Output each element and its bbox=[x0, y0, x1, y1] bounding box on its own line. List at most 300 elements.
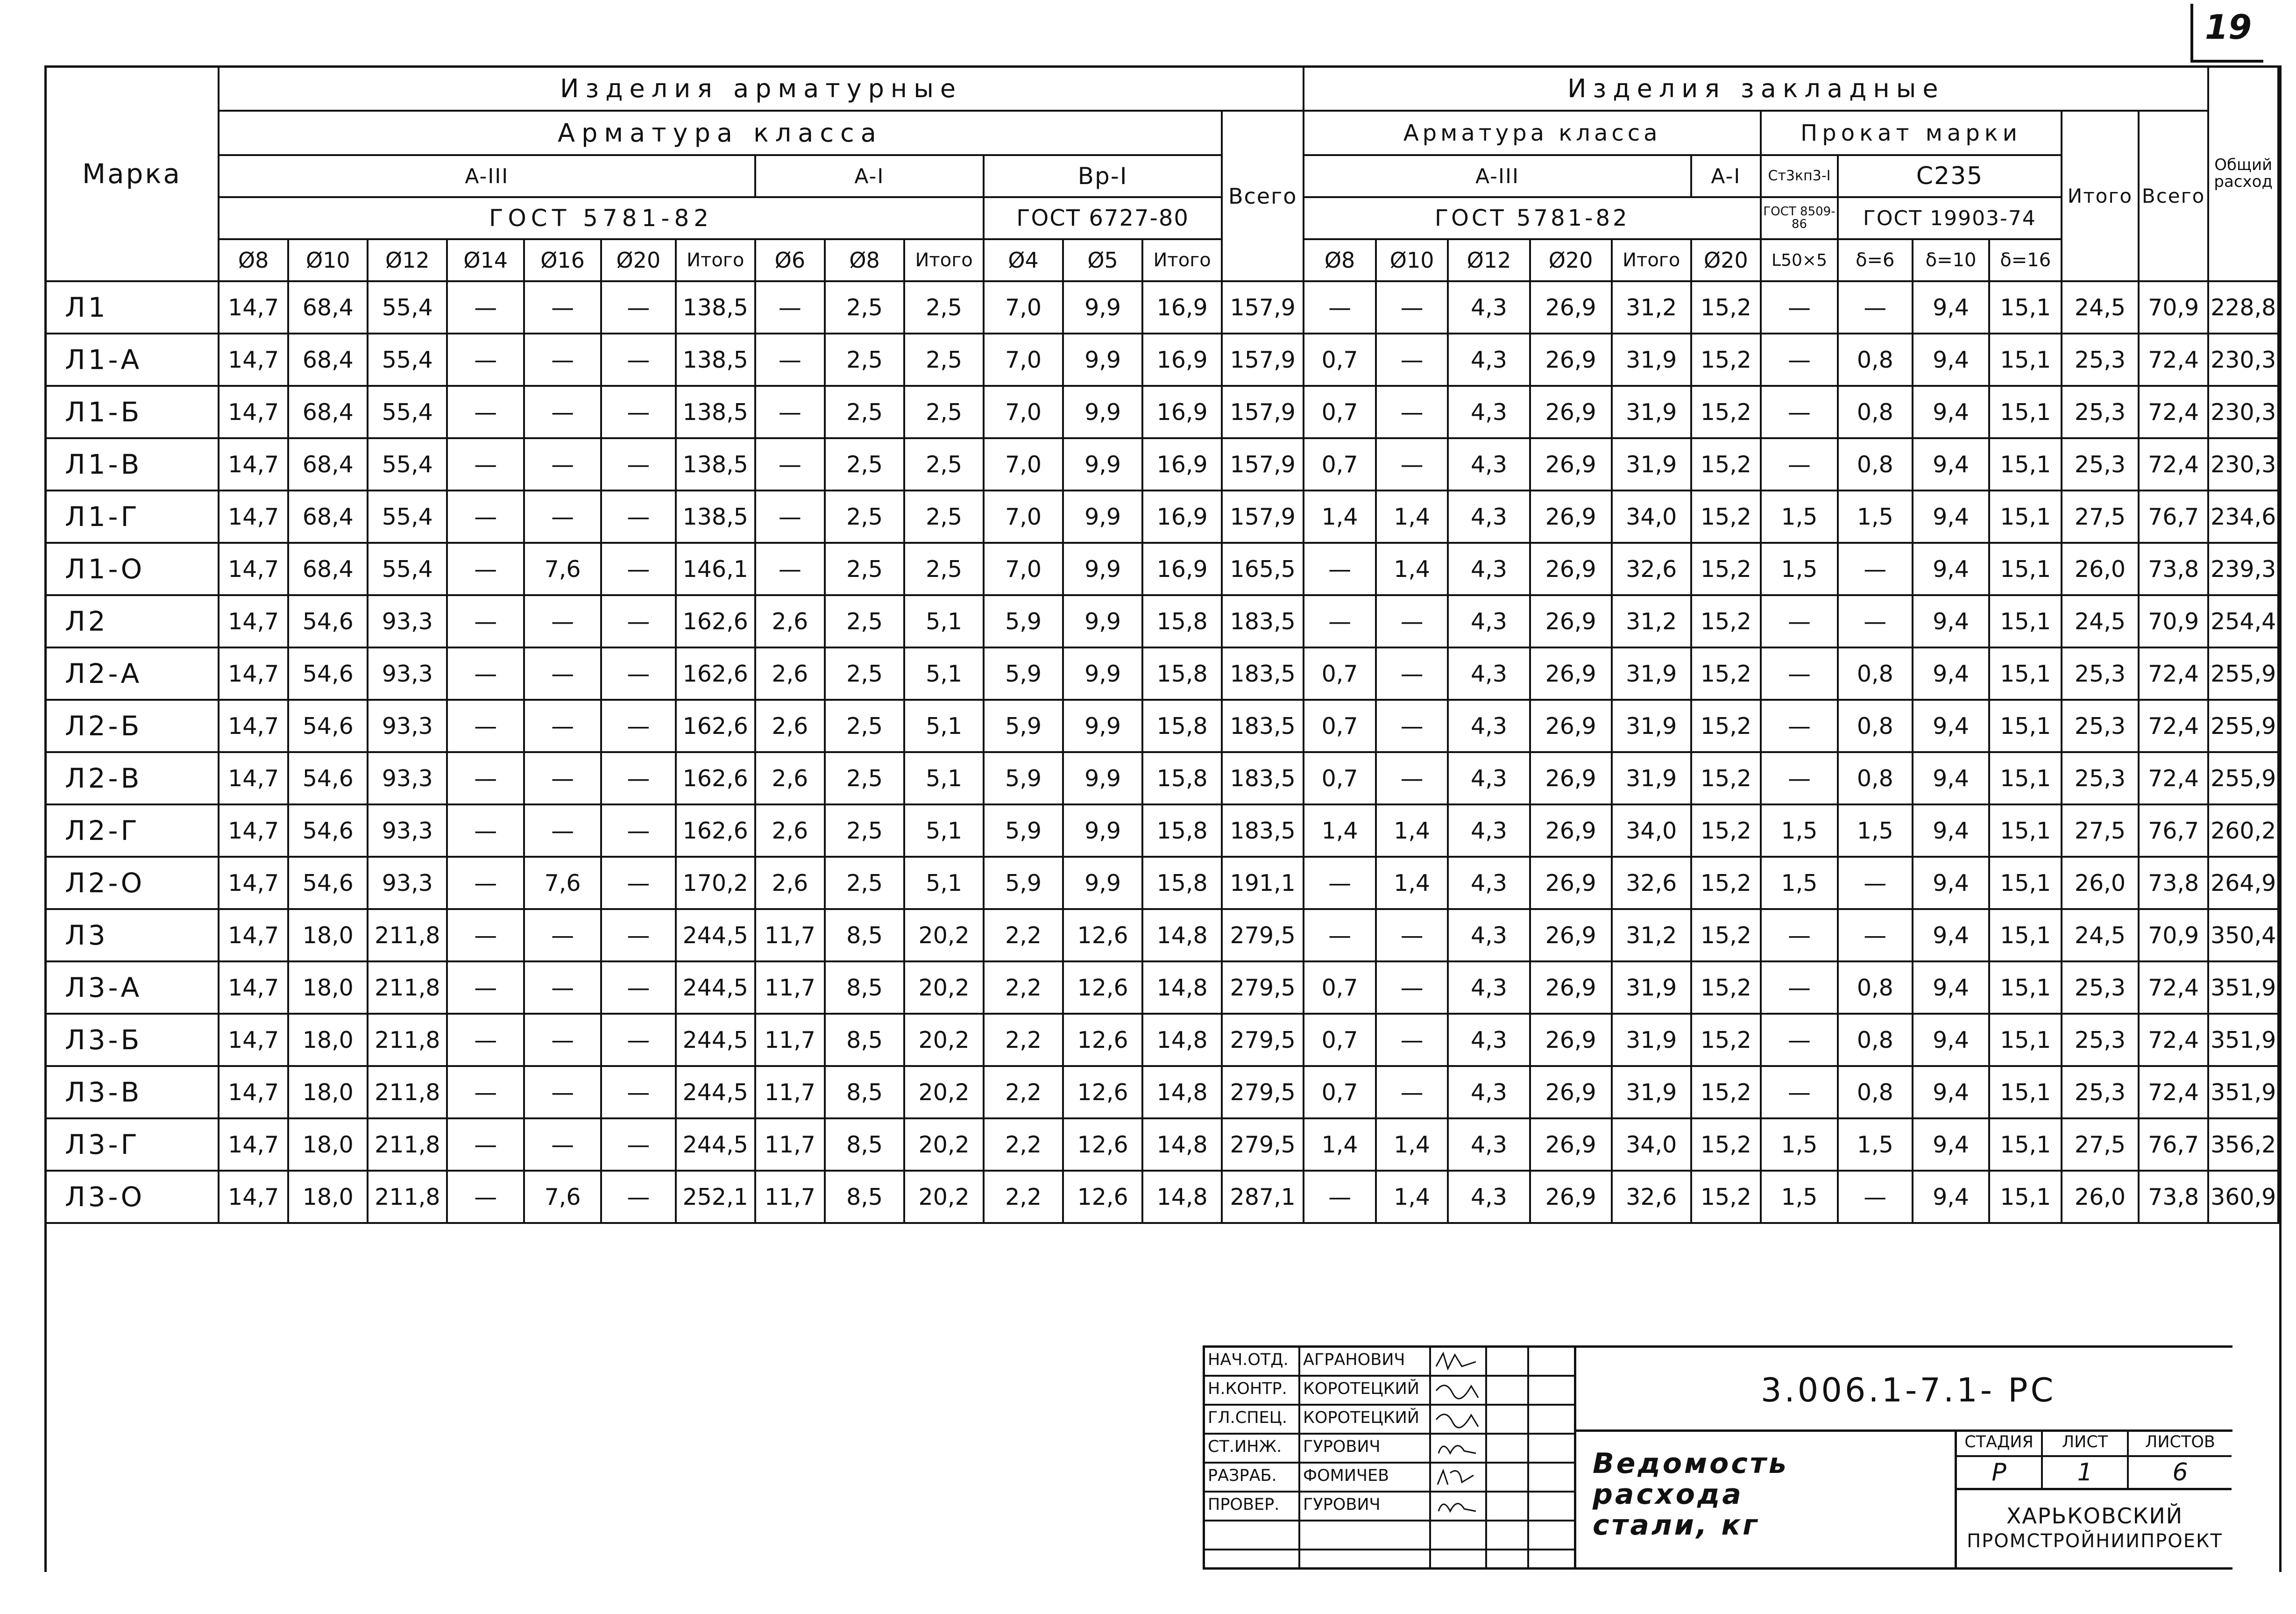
value-cell: 14,7 bbox=[219, 1171, 288, 1223]
value-cell: 0,7 bbox=[1304, 700, 1376, 752]
mark-cell: Л3-В bbox=[45, 1066, 219, 1118]
value-cell: 351,9 bbox=[2208, 961, 2278, 1014]
value-cell: — bbox=[1761, 386, 1838, 438]
value-cell: 7,0 bbox=[984, 543, 1063, 595]
value-cell: 244,5 bbox=[676, 1066, 755, 1118]
value-cell: — bbox=[1376, 752, 1448, 804]
value-cell: — bbox=[524, 1118, 601, 1171]
value-cell: 11,7 bbox=[755, 1118, 825, 1171]
value-cell: 76,7 bbox=[2139, 804, 2209, 857]
value-cell: 15,1 bbox=[1989, 595, 2062, 647]
value-cell: — bbox=[524, 1014, 601, 1066]
value-cell: — bbox=[1761, 647, 1838, 700]
value-cell: 183,5 bbox=[1222, 595, 1304, 647]
value-cell: 9,4 bbox=[1913, 1171, 1990, 1223]
value-cell: 54,6 bbox=[288, 804, 368, 857]
value-cell: 2,5 bbox=[825, 281, 904, 334]
value-cell: — bbox=[1304, 543, 1376, 595]
mark-cell: Л2 bbox=[45, 595, 219, 647]
mark-cell: Л1-Б bbox=[45, 386, 219, 438]
value-cell: 5,9 bbox=[984, 752, 1063, 804]
value-cell: 2,5 bbox=[904, 386, 984, 438]
value-cell: 31,2 bbox=[1612, 595, 1691, 647]
value-cell: 11,7 bbox=[755, 961, 825, 1014]
value-cell: — bbox=[1376, 595, 1448, 647]
value-cell: 14,8 bbox=[1142, 1171, 1222, 1223]
diam-header: Ø14 bbox=[447, 239, 524, 281]
value-cell: 73,8 bbox=[2139, 857, 2209, 909]
mark-cell: Л1-В bbox=[45, 438, 219, 491]
mark-cell: Л2-О bbox=[45, 857, 219, 909]
value-cell: 15,1 bbox=[1989, 1014, 2062, 1066]
value-cell: 14,7 bbox=[219, 386, 288, 438]
value-cell: 31,9 bbox=[1612, 1066, 1691, 1118]
value-cell: — bbox=[1376, 281, 1448, 334]
document-title: Ведомость расхода стали, кг bbox=[1593, 1447, 1789, 1542]
signature-mark bbox=[1434, 1406, 1481, 1433]
diam-header: Ø10 bbox=[1376, 239, 1448, 281]
mark-cell: Л2-Г bbox=[45, 804, 219, 857]
value-cell: 183,5 bbox=[1222, 752, 1304, 804]
embedded-gost-5781-header: ГОСТ 5781-82 bbox=[1304, 197, 1761, 239]
value-cell: 9,9 bbox=[1063, 804, 1142, 857]
value-cell: — bbox=[524, 700, 601, 752]
value-cell: 55,4 bbox=[368, 491, 447, 543]
value-cell: 138,5 bbox=[676, 438, 755, 491]
value-cell: — bbox=[1376, 961, 1448, 1014]
value-cell: 70,9 bbox=[2139, 595, 2209, 647]
value-cell: — bbox=[447, 647, 524, 700]
value-cell: 55,4 bbox=[368, 438, 447, 491]
value-cell: — bbox=[447, 491, 524, 543]
value-cell: — bbox=[601, 543, 676, 595]
value-cell: 24,5 bbox=[2062, 909, 2139, 961]
value-cell: 9,4 bbox=[1913, 1014, 1990, 1066]
value-cell: 2,5 bbox=[825, 752, 904, 804]
value-cell: — bbox=[601, 1014, 676, 1066]
person-name: ГУРОВИЧ bbox=[1303, 1437, 1381, 1456]
value-cell: — bbox=[524, 595, 601, 647]
value-cell: 14,7 bbox=[219, 752, 288, 804]
value-cell: 31,9 bbox=[1612, 334, 1691, 386]
value-cell: 7,0 bbox=[984, 438, 1063, 491]
value-cell: 360,9 bbox=[2208, 1171, 2278, 1223]
value-cell: 70,9 bbox=[2139, 281, 2209, 334]
value-cell: 27,5 bbox=[2062, 1118, 2139, 1171]
value-cell: 72,4 bbox=[2139, 961, 2209, 1014]
value-cell: 16,9 bbox=[1142, 281, 1222, 334]
value-cell: — bbox=[601, 961, 676, 1014]
value-cell: — bbox=[601, 647, 676, 700]
value-cell: 162,6 bbox=[676, 804, 755, 857]
value-cell: — bbox=[447, 1118, 524, 1171]
total-consumption-header: Общий расход bbox=[2208, 66, 2278, 281]
value-cell: 9,9 bbox=[1063, 491, 1142, 543]
value-cell: 279,5 bbox=[1222, 1014, 1304, 1066]
value-cell: 5,9 bbox=[984, 700, 1063, 752]
value-cell: 2,5 bbox=[904, 491, 984, 543]
table-row bbox=[45, 804, 2278, 857]
value-cell: — bbox=[524, 804, 601, 857]
mark-cell: Л3-Б bbox=[45, 1014, 219, 1066]
value-cell: 12,6 bbox=[1063, 909, 1142, 961]
value-cell: — bbox=[755, 281, 825, 334]
value-cell: 15,1 bbox=[1989, 543, 2062, 595]
value-cell: 162,6 bbox=[676, 752, 755, 804]
value-cell: 8,5 bbox=[825, 1014, 904, 1066]
divider bbox=[1298, 1348, 1300, 1567]
value-cell: 7,0 bbox=[984, 386, 1063, 438]
person-name: КОРОТЕЦКИЙ bbox=[1303, 1408, 1419, 1427]
value-cell: 2,5 bbox=[825, 647, 904, 700]
value-cell: — bbox=[1376, 647, 1448, 700]
value-cell: 12,6 bbox=[1063, 1118, 1142, 1171]
value-cell: 234,6 bbox=[2208, 491, 2278, 543]
value-cell: 5,9 bbox=[984, 647, 1063, 700]
value-cell: 9,9 bbox=[1063, 647, 1142, 700]
value-cell: 15,2 bbox=[1691, 1118, 1761, 1171]
organization-box bbox=[1955, 1490, 2232, 1567]
value-cell: 1,5 bbox=[1838, 804, 1913, 857]
value-cell: 228,8 bbox=[2208, 281, 2278, 334]
value-cell: 20,2 bbox=[904, 1171, 984, 1223]
value-cell: 7,6 bbox=[524, 543, 601, 595]
value-cell: 2,5 bbox=[904, 334, 984, 386]
value-cell: 14,7 bbox=[219, 595, 288, 647]
value-cell: 31,9 bbox=[1612, 647, 1691, 700]
value-cell: 15,1 bbox=[1989, 438, 2062, 491]
value-cell: — bbox=[447, 595, 524, 647]
value-cell: — bbox=[1304, 857, 1376, 909]
signature-row-empty bbox=[1205, 1522, 1574, 1550]
value-cell: 15,1 bbox=[1989, 752, 2062, 804]
value-cell: 11,7 bbox=[755, 1171, 825, 1223]
value-cell: 14,8 bbox=[1142, 1066, 1222, 1118]
value-cell: 138,5 bbox=[676, 281, 755, 334]
value-cell: 4,3 bbox=[1448, 857, 1530, 909]
value-cell: — bbox=[1376, 909, 1448, 961]
value-cell: 15,2 bbox=[1691, 386, 1761, 438]
value-cell: 26,9 bbox=[1530, 438, 1612, 491]
value-cell: — bbox=[447, 804, 524, 857]
value-cell: 15,2 bbox=[1691, 334, 1761, 386]
value-cell: 25,3 bbox=[2062, 334, 2139, 386]
value-cell: 31,9 bbox=[1612, 752, 1691, 804]
value-cell: 2,2 bbox=[984, 1171, 1063, 1223]
person-name: ГУРОВИЧ bbox=[1303, 1495, 1381, 1514]
value-cell: 32,6 bbox=[1612, 857, 1691, 909]
value-cell: 72,4 bbox=[2139, 1066, 2209, 1118]
diam-header: Ø12 bbox=[1448, 239, 1530, 281]
value-cell: 16,9 bbox=[1142, 491, 1222, 543]
table-row bbox=[45, 595, 2278, 647]
value-cell: — bbox=[1376, 438, 1448, 491]
value-cell: — bbox=[601, 700, 676, 752]
value-cell: 4,3 bbox=[1448, 804, 1530, 857]
value-cell: 68,4 bbox=[288, 543, 368, 595]
value-cell: 2,6 bbox=[755, 647, 825, 700]
value-cell: 26,9 bbox=[1530, 281, 1612, 334]
value-cell: 14,7 bbox=[219, 334, 288, 386]
value-cell: 15,1 bbox=[1989, 1118, 2062, 1171]
value-cell: 15,1 bbox=[1989, 961, 2062, 1014]
value-cell: 183,5 bbox=[1222, 647, 1304, 700]
value-cell: — bbox=[1376, 386, 1448, 438]
diam-header: Ø20 bbox=[1691, 239, 1761, 281]
value-cell: 211,8 bbox=[368, 1014, 447, 1066]
value-cell: 2,5 bbox=[825, 804, 904, 857]
table-row bbox=[45, 543, 2278, 595]
value-cell: 1,4 bbox=[1304, 1118, 1376, 1171]
organization-line-1: ХАРЬКОВСКИЙ bbox=[2006, 1503, 2183, 1529]
value-cell: 31,9 bbox=[1612, 961, 1691, 1014]
value-cell: 264,9 bbox=[2208, 857, 2278, 909]
value-cell: 4,3 bbox=[1448, 491, 1530, 543]
value-cell: 54,6 bbox=[288, 752, 368, 804]
value-cell: 0,8 bbox=[1838, 1014, 1913, 1066]
thickness-header: δ=16 bbox=[1989, 239, 2062, 281]
value-cell: — bbox=[755, 386, 825, 438]
role-label: ПРОВЕР. bbox=[1208, 1495, 1280, 1514]
value-cell: — bbox=[601, 1171, 676, 1223]
value-cell: 9,4 bbox=[1913, 857, 1990, 909]
class-a3-header: A-III bbox=[219, 155, 755, 197]
signature-row bbox=[1205, 1348, 1574, 1377]
value-cell: 0,7 bbox=[1304, 386, 1376, 438]
value-cell: — bbox=[1304, 1171, 1376, 1223]
value-cell: — bbox=[1838, 1171, 1913, 1223]
value-cell: 14,7 bbox=[219, 281, 288, 334]
value-cell: 20,2 bbox=[904, 909, 984, 961]
stage-value: Р bbox=[1957, 1457, 2043, 1490]
value-cell: 5,1 bbox=[904, 700, 984, 752]
divider bbox=[1429, 1348, 1431, 1567]
value-cell: — bbox=[601, 595, 676, 647]
value-cell: 2,2 bbox=[984, 1014, 1063, 1066]
value-cell: — bbox=[1838, 281, 1913, 334]
value-cell: 157,9 bbox=[1222, 491, 1304, 543]
value-cell: — bbox=[447, 857, 524, 909]
page-number: 19 bbox=[2204, 7, 2252, 47]
value-cell: 2,5 bbox=[825, 543, 904, 595]
value-cell: 15,8 bbox=[1142, 700, 1222, 752]
value-cell: 1,4 bbox=[1376, 1171, 1448, 1223]
value-cell: 31,9 bbox=[1612, 386, 1691, 438]
mark-cell: Л2-А bbox=[45, 647, 219, 700]
steel-consumption-table bbox=[44, 65, 2279, 1223]
class-c235-header: С235 bbox=[1838, 155, 2062, 197]
value-cell: 18,0 bbox=[288, 1014, 368, 1066]
value-cell: 8,5 bbox=[825, 1066, 904, 1118]
value-cell: 26,9 bbox=[1530, 752, 1612, 804]
value-cell: 0,8 bbox=[1838, 961, 1913, 1014]
role-label: Н.КОНТР. bbox=[1208, 1379, 1287, 1398]
value-cell: 4,3 bbox=[1448, 334, 1530, 386]
table-row bbox=[45, 1118, 2278, 1171]
value-cell: 72,4 bbox=[2139, 438, 2209, 491]
value-cell: — bbox=[1376, 1014, 1448, 1066]
value-cell: 15,2 bbox=[1691, 752, 1761, 804]
value-cell: 191,1 bbox=[1222, 857, 1304, 909]
value-cell: 5,1 bbox=[904, 857, 984, 909]
value-cell: 157,9 bbox=[1222, 281, 1304, 334]
value-cell: — bbox=[755, 438, 825, 491]
value-cell: 9,4 bbox=[1913, 438, 1990, 491]
value-cell: 157,9 bbox=[1222, 334, 1304, 386]
value-cell: 1,4 bbox=[1376, 1118, 1448, 1171]
value-cell: 9,4 bbox=[1913, 909, 1990, 961]
angle-header: L50×5 bbox=[1761, 239, 1838, 281]
value-cell: 1,5 bbox=[1761, 804, 1838, 857]
document-code-box bbox=[1574, 1348, 2232, 1432]
value-cell: 14,7 bbox=[219, 438, 288, 491]
signature-row bbox=[1205, 1435, 1574, 1464]
value-cell: 14,8 bbox=[1142, 961, 1222, 1014]
sheets-label: ЛИСТОВ bbox=[2129, 1429, 2232, 1457]
value-cell: 211,8 bbox=[368, 1066, 447, 1118]
value-cell: 5,9 bbox=[984, 804, 1063, 857]
value-cell: 2,5 bbox=[825, 438, 904, 491]
value-cell: 31,9 bbox=[1612, 438, 1691, 491]
thickness-header: δ=10 bbox=[1913, 239, 1990, 281]
value-cell: 0,7 bbox=[1304, 752, 1376, 804]
value-cell: — bbox=[1761, 595, 1838, 647]
value-cell: 5,1 bbox=[904, 804, 984, 857]
value-cell: 1,5 bbox=[1761, 1118, 1838, 1171]
value-cell: 9,4 bbox=[1913, 752, 1990, 804]
value-cell: 0,8 bbox=[1838, 334, 1913, 386]
value-cell: 15,1 bbox=[1989, 1066, 2062, 1118]
value-cell: 0,8 bbox=[1838, 700, 1913, 752]
value-cell: 244,5 bbox=[676, 909, 755, 961]
value-cell: 157,9 bbox=[1222, 438, 1304, 491]
table-row bbox=[45, 491, 2278, 543]
value-cell: 146,1 bbox=[676, 543, 755, 595]
value-cell: 12,6 bbox=[1063, 1171, 1142, 1223]
value-cell: 15,2 bbox=[1691, 1066, 1761, 1118]
value-cell: 14,7 bbox=[219, 700, 288, 752]
value-cell: 15,2 bbox=[1691, 961, 1761, 1014]
value-cell: 4,3 bbox=[1448, 543, 1530, 595]
value-cell: 31,9 bbox=[1612, 700, 1691, 752]
value-cell: 27,5 bbox=[2062, 491, 2139, 543]
value-cell: 7,6 bbox=[524, 857, 601, 909]
value-cell: 4,3 bbox=[1448, 1066, 1530, 1118]
value-cell: 230,3 bbox=[2208, 386, 2278, 438]
value-cell: 68,4 bbox=[288, 281, 368, 334]
value-cell: 72,4 bbox=[2139, 386, 2209, 438]
rebar-class-header: Арматура класса bbox=[219, 111, 1222, 155]
value-cell: 54,6 bbox=[288, 700, 368, 752]
value-cell: — bbox=[447, 1171, 524, 1223]
value-cell: — bbox=[447, 752, 524, 804]
value-cell: 2,2 bbox=[984, 961, 1063, 1014]
sheet-value: 1 bbox=[2043, 1457, 2129, 1490]
value-cell: — bbox=[601, 804, 676, 857]
gost-5781-header: ГОСТ 5781-82 bbox=[219, 197, 984, 239]
value-cell: — bbox=[601, 1118, 676, 1171]
value-cell: 9,4 bbox=[1913, 491, 1990, 543]
value-cell: 7,0 bbox=[984, 491, 1063, 543]
value-cell: 15,2 bbox=[1691, 804, 1761, 857]
page-number-box bbox=[2190, 4, 2263, 63]
value-cell: 34,0 bbox=[1612, 491, 1691, 543]
value-cell: 9,9 bbox=[1063, 438, 1142, 491]
value-cell: 138,5 bbox=[676, 491, 755, 543]
value-cell: 2,5 bbox=[825, 595, 904, 647]
value-cell: 26,9 bbox=[1530, 491, 1612, 543]
table-row bbox=[45, 700, 2278, 752]
value-cell: 15,1 bbox=[1989, 909, 2062, 961]
value-cell: 25,3 bbox=[2062, 438, 2139, 491]
value-cell: — bbox=[1376, 1066, 1448, 1118]
value-cell: 8,5 bbox=[825, 909, 904, 961]
value-cell: 4,3 bbox=[1448, 1118, 1530, 1171]
value-cell: 287,1 bbox=[1222, 1171, 1304, 1223]
value-cell: — bbox=[1376, 334, 1448, 386]
value-cell: 15,2 bbox=[1691, 1171, 1761, 1223]
value-cell: 26,9 bbox=[1530, 804, 1612, 857]
diam-header: Ø12 bbox=[368, 239, 447, 281]
value-cell: 14,7 bbox=[219, 543, 288, 595]
mark-cell: Л2-В bbox=[45, 752, 219, 804]
diam-header: Ø10 bbox=[288, 239, 368, 281]
value-cell: — bbox=[601, 752, 676, 804]
value-cell: 4,3 bbox=[1448, 386, 1530, 438]
value-cell: 9,9 bbox=[1063, 595, 1142, 647]
mark-cell: Л3-Г bbox=[45, 1118, 219, 1171]
value-cell: 25,3 bbox=[2062, 1066, 2139, 1118]
value-cell: — bbox=[1761, 438, 1838, 491]
value-cell: 1,5 bbox=[1838, 1118, 1913, 1171]
value-cell: 76,7 bbox=[2139, 1118, 2209, 1171]
value-cell: 26,0 bbox=[2062, 1171, 2139, 1223]
value-cell: 0,7 bbox=[1304, 1066, 1376, 1118]
value-cell: 138,5 bbox=[676, 334, 755, 386]
rebar-total-header: Всего bbox=[1222, 111, 1304, 281]
value-cell: 165,5 bbox=[1222, 543, 1304, 595]
value-cell: — bbox=[1761, 281, 1838, 334]
diam-header: Ø8 bbox=[219, 239, 288, 281]
value-cell: 2,6 bbox=[755, 857, 825, 909]
value-cell: 0,8 bbox=[1838, 647, 1913, 700]
value-cell: 16,9 bbox=[1142, 543, 1222, 595]
value-cell: 15,2 bbox=[1691, 909, 1761, 961]
value-cell: — bbox=[601, 334, 676, 386]
signature-row bbox=[1205, 1406, 1574, 1435]
value-cell: — bbox=[447, 386, 524, 438]
sheets-value: 6 bbox=[2129, 1457, 2232, 1490]
value-cell: — bbox=[447, 334, 524, 386]
value-cell: — bbox=[524, 961, 601, 1014]
value-cell: 9,4 bbox=[1913, 595, 1990, 647]
value-cell: 0,7 bbox=[1304, 334, 1376, 386]
value-cell: — bbox=[755, 543, 825, 595]
signature-row bbox=[1205, 1493, 1574, 1522]
value-cell: 183,5 bbox=[1222, 804, 1304, 857]
organization-line-2: ПРОМСТРОЙНИИПРОЕКТ bbox=[1967, 1530, 2223, 1552]
value-cell: 9,4 bbox=[1913, 961, 1990, 1014]
value-cell: 11,7 bbox=[755, 1066, 825, 1118]
value-cell: 9,4 bbox=[1913, 804, 1990, 857]
value-cell: 26,9 bbox=[1530, 386, 1612, 438]
value-cell: — bbox=[524, 281, 601, 334]
value-cell: 15,8 bbox=[1142, 595, 1222, 647]
table-row bbox=[45, 281, 2278, 334]
value-cell: 4,3 bbox=[1448, 961, 1530, 1014]
value-cell: — bbox=[601, 386, 676, 438]
stage-box bbox=[1955, 1429, 2232, 1490]
